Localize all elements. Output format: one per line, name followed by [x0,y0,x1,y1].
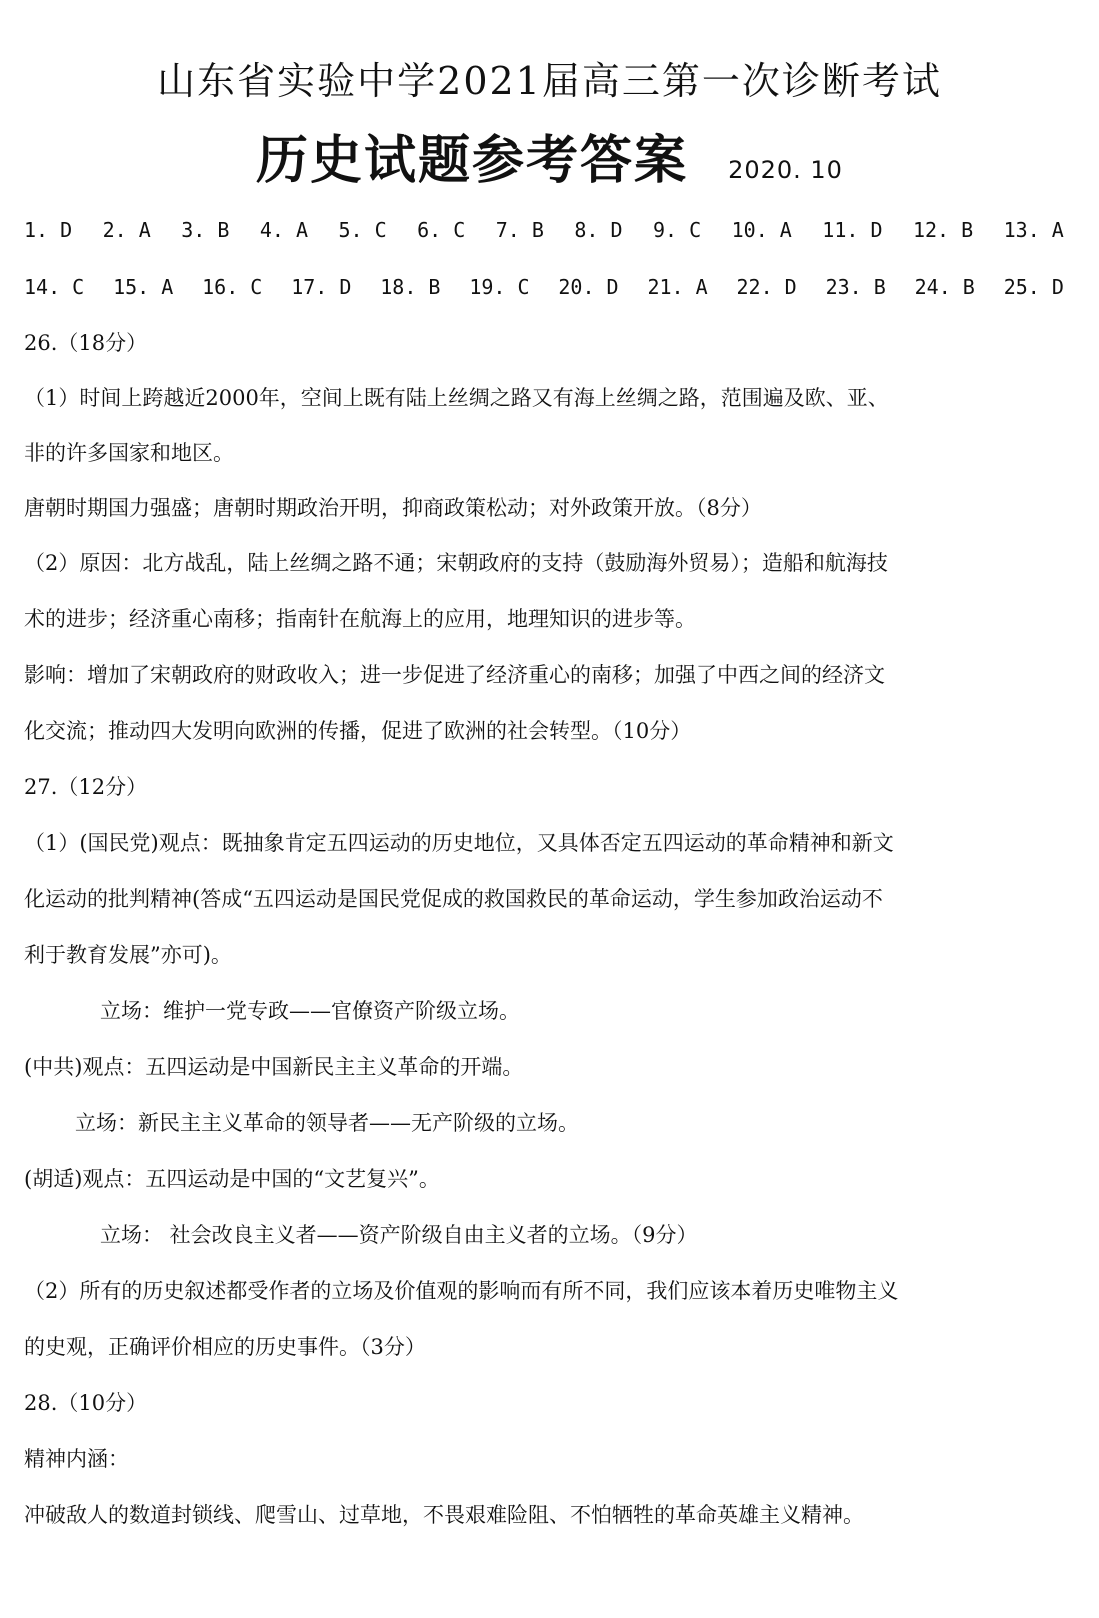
mc-answer: 10. A [731,218,792,242]
answer-line: 利于教育发展”亦可)。 [24,943,232,967]
question-heading: 26.（18分） [24,331,148,355]
mc-answer: 24. B [914,275,975,299]
answer-line: 影响：增加了宋朝政府的财政收入；进一步促进了经济重心的南移；加强了中西之间的经济文 [24,663,885,687]
mc-answer: 16. C [202,275,263,299]
answer-line: 立场：维护一党专政——官僚资产阶级立场。 [100,999,520,1023]
answer-line: (胡适)观点：五四运动是中国的“文艺复兴”。 [24,1167,440,1191]
answer-line: （2）原因：北方战乱，陆上丝绸之路不通；宋朝政府的支持（鼓励海外贸易）；造船和航海技 [24,551,888,575]
answer-line: （1）(国民党)观点：既抽象肯定五四运动的历史地位，又具体否定五四运动的革命精神和新文 [24,831,894,855]
answer-line: 唐朝时期国力强盛；唐朝时期政治开明，抑商政策松动；对外政策开放。（8分） [24,496,762,520]
mc-answer: 14. C [24,275,85,299]
mc-answer: 15. A [113,275,174,299]
answer-line: 非的许多国家和地区。 [24,441,234,465]
mc-answer: 2. A [102,218,151,242]
answer-line: 的史观，正确评价相应的历史事件。（3分） [24,1335,426,1359]
mc-answer: 5. C [338,218,387,242]
mc-answer: 6. C [417,218,466,242]
answer-line: 化交流；推动四大发明向欧洲的传播，促进了欧洲的社会转型。（10分） [24,719,692,743]
mc-answer: 11. D [822,218,883,242]
question-heading: 27.（12分） [24,775,148,799]
question-heading: 28.（10分） [24,1391,148,1415]
answer-line: 冲破敌人的数道封锁线、爬雪山、过草地，不畏艰难险阻、不怕牺牲的革命英雄主义精神。 [24,1503,864,1527]
mc-answer: 13. A [1003,218,1064,242]
mc-answer: 4. A [259,218,309,242]
mc-answer: 20. D [558,275,619,299]
mc-answer: 8. D [574,218,623,242]
answer-line: (中共)观点：五四运动是中国新民主主义革命的开端。 [24,1055,524,1079]
answer-line: 立场： 社会改良主义者——资产阶级自由主义者的立场。（9分） [100,1223,698,1247]
answer-line: 精神内涵： [24,1447,129,1471]
document-title [0,118,1099,193]
answer-line: （1）时间上跨越近2000年，空间上既有陆上丝绸之路又有海上丝绸之路，范围遍及欧、亚、 [24,386,889,410]
answer-line: 化运动的批判精神(答成“五四运动是国民党促成的救国救民的革命运动，学生参加政治运动不 [24,887,883,911]
mc-answer: 21. A [647,275,708,299]
exam-date: 2020. 10 [728,156,843,184]
mc-answers-row-2 [24,275,1064,299]
answer-line: 术的进步；经济重心南移；指南针在航海上的应用，地理知识的进步等。 [24,607,696,631]
mc-answer: 18. B [380,275,441,299]
answer-line: 立场：新民主主义革命的领导者——无产阶级的立场。 [75,1111,579,1135]
mc-answer: 7. B [495,218,544,242]
mc-answer: 17. D [291,275,352,299]
mc-answer: 22. D [736,275,797,299]
answer-key-title: 历史试题参考答案 [256,131,689,191]
mc-answer: 1. D [24,218,73,242]
mc-answer: 25. D [1003,275,1064,299]
exam-title: 山东省实验中学2021届高三第一次诊断考试 [157,59,942,103]
mc-answer: 23. B [825,275,886,299]
answer-line: （2）所有的历史叙述都受作者的立场及价值观的影响而有所不同，我们应该本着历史唯物主义 [24,1279,899,1303]
mc-answer: 3. B [181,218,230,242]
mc-answer: 9. C [653,218,702,242]
mc-answer: 19. C [469,275,530,299]
mc-answers-row-1 [24,218,1064,242]
mc-answer: 12. B [912,218,974,242]
